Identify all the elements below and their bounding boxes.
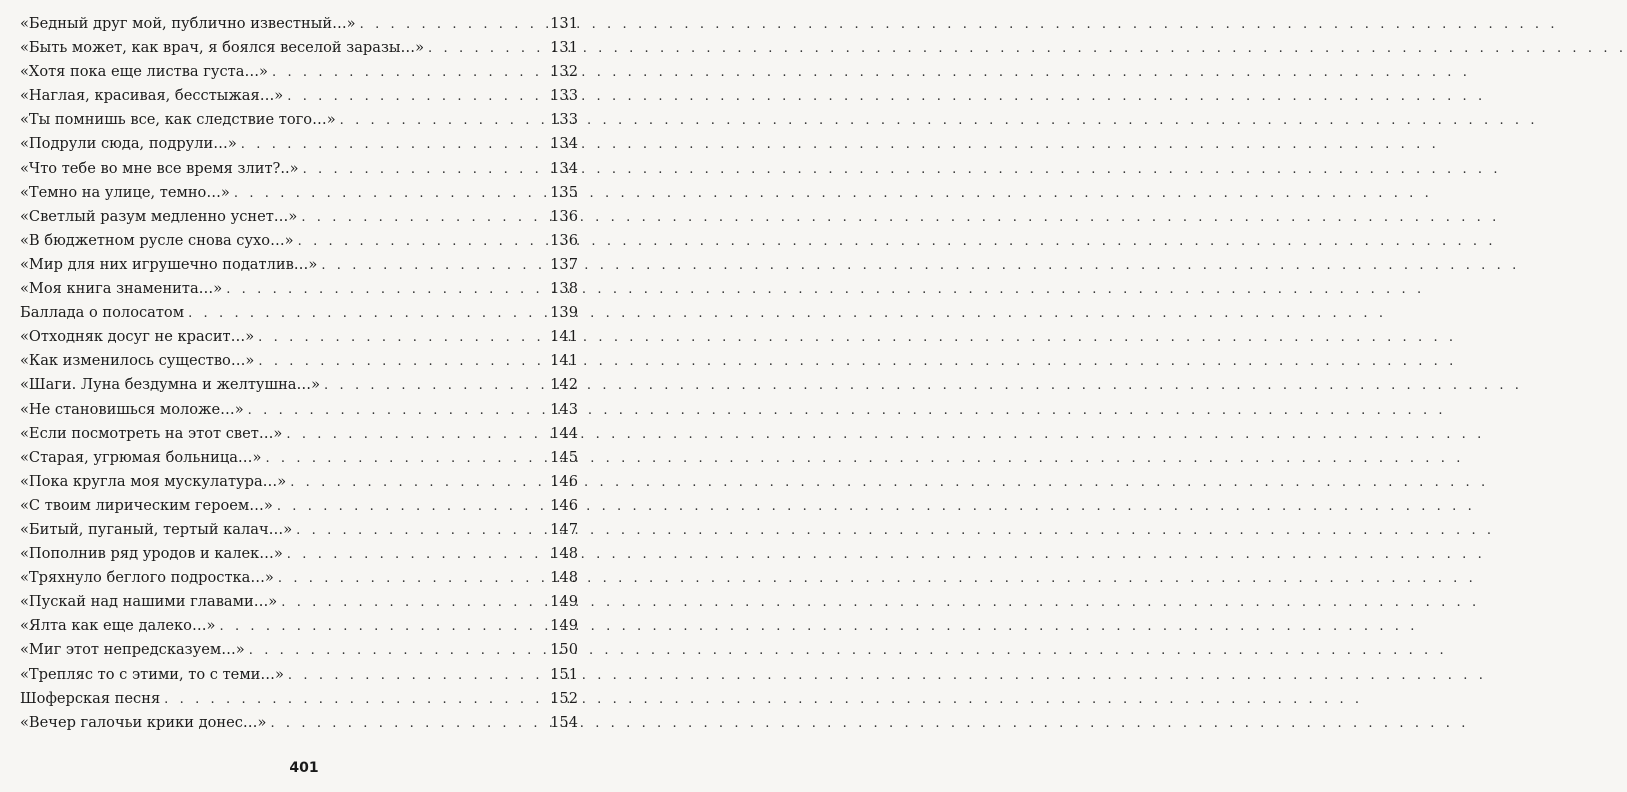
- toc-entry-title: «Быть может, как врач, я боялся веселой заразы…»: [20, 39, 425, 57]
- toc-entry-title: «Как изменилось существо…»: [20, 352, 255, 370]
- toc-entry-page: 146: [550, 472, 578, 490]
- toc-entry: [20, 36, 578, 60]
- toc-entry: [20, 590, 578, 614]
- toc-entry-page: 152: [550, 689, 578, 707]
- toc-entry-title: «Бедный друг мой, публично известный…»: [20, 15, 356, 32]
- toc-entry-title: «Светлый разум медленно уснет…»: [20, 207, 298, 225]
- toc-entry: [20, 494, 578, 518]
- toc-dot-leader: [340, 109, 546, 133]
- toc-dot-leader: [288, 664, 546, 688]
- toc-entry-title: «Ялта как еще далеко…»: [20, 617, 216, 635]
- toc-entry-title: «Наглая, красивая, бесстыжая…»: [20, 87, 284, 105]
- toc-entry-page: 145: [550, 448, 578, 466]
- toc-dot-leader: [219, 615, 546, 639]
- toc-entry-page: 154: [550, 713, 578, 731]
- toc-entry: [20, 422, 578, 446]
- toc-dot-leader: [296, 519, 546, 543]
- toc-entry-page: 132: [550, 63, 578, 81]
- toc-entry-page: 131: [550, 39, 578, 57]
- toc-dot-leader: [188, 302, 546, 326]
- toc-entry: [20, 132, 578, 156]
- toc-entry-title: «Старая, угрюмая больница…»: [20, 448, 262, 466]
- toc-entry-page: 133: [550, 111, 578, 129]
- toc-entry-page: 138: [550, 280, 578, 298]
- toc-dot-leader: [303, 158, 546, 182]
- toc-entry-title: «Миг этот непредсказуем…»: [20, 641, 245, 659]
- toc-entry: [20, 687, 578, 711]
- toc-entry: [20, 373, 578, 397]
- toc-entry: [20, 638, 578, 662]
- toc-entry-title: «Не становишься моложе…»: [20, 400, 244, 418]
- toc-dot-leader: [360, 13, 546, 37]
- toc-dot-leader: [290, 471, 546, 495]
- toc-entry-title: «Моя книга знаменита…»: [20, 280, 223, 298]
- toc-dot-leader: [258, 350, 546, 374]
- toc-entry-page: 134: [550, 159, 578, 177]
- toc-entry: [20, 205, 578, 229]
- toc-entry: [20, 542, 578, 566]
- toc-entry-page: 146: [550, 496, 578, 514]
- toc-dot-leader: [258, 326, 546, 350]
- toc-entry: [20, 349, 578, 373]
- toc-entry-title: «Мир для них игрушечно податлив…»: [20, 255, 318, 273]
- toc-dot-leader: [281, 591, 546, 615]
- toc-entry: [20, 84, 578, 108]
- toc-dot-leader: [287, 543, 546, 567]
- toc-dot-leader: [272, 61, 546, 85]
- toc-entry-title: Баллада о полосатом: [20, 304, 185, 322]
- toc-dot-leader: [428, 37, 546, 61]
- toc-entry-page: 150: [550, 641, 578, 659]
- book-page: [0, 0, 608, 792]
- toc-entry-title: Шоферская песня: [20, 689, 161, 707]
- toc-entry-page: 136: [550, 207, 578, 225]
- toc-dot-leader: [286, 423, 546, 447]
- toc-entry: [20, 398, 578, 422]
- toc-dot-leader: [265, 447, 546, 471]
- toc-entry-page: 131: [550, 15, 578, 32]
- toc-entry: [20, 157, 578, 181]
- toc-entry-title: «Пока кругла моя мускулатура…»: [20, 472, 287, 490]
- toc-dot-leader: [277, 495, 546, 519]
- toc-entry-title: «Ты помнишь все, как следствие того…»: [20, 111, 336, 129]
- toc-entry-page: 151: [550, 665, 578, 683]
- toc-entry-title: «Трепляс то с этими, то с теми…»: [20, 665, 284, 683]
- toc-entry: [20, 108, 578, 132]
- toc-dot-leader: [234, 182, 546, 206]
- toc-entry-page: 142: [550, 376, 578, 394]
- toc-entry-title: «Шаги. Луна бездумна и желтушна…»: [20, 376, 321, 394]
- toc-entry: [20, 253, 578, 277]
- toc-dot-leader: [164, 688, 546, 712]
- toc-dot-leader: [249, 639, 546, 663]
- toc-dot-leader: [270, 712, 546, 736]
- toc-dot-leader: [321, 254, 546, 278]
- toc-entry-page: 136: [550, 231, 578, 249]
- table-of-contents: [20, 12, 578, 735]
- toc-entry: [20, 12, 578, 36]
- toc-entry-page: 141: [550, 352, 578, 370]
- toc-entry-page: 139: [550, 304, 578, 322]
- toc-entry-title: «Тряхнуло беглого подростка…»: [20, 569, 274, 587]
- toc-entry: [20, 566, 578, 590]
- toc-entry-title: «Темно на улице, темно…»: [20, 183, 230, 201]
- toc-entry-page: 149: [550, 593, 578, 611]
- toc-entry: [20, 229, 578, 253]
- toc-entry-page: 143: [550, 400, 578, 418]
- toc-entry: [20, 446, 578, 470]
- toc-entry: [20, 614, 578, 638]
- toc-entry: [20, 277, 578, 301]
- toc-entry-page: 144: [550, 424, 578, 442]
- toc-entry-title: «Подрули сюда, подрули…»: [20, 135, 237, 153]
- page-number: 401: [289, 760, 319, 776]
- toc-dot-leader: [226, 278, 546, 302]
- toc-dot-leader: [324, 374, 546, 398]
- toc-entry-page: 137: [550, 255, 578, 273]
- toc-dot-leader: [241, 133, 546, 157]
- toc-entry-page: 147: [550, 520, 578, 538]
- toc-entry-title: «Что тебе во мне все время злит?..»: [20, 159, 299, 177]
- toc-entry: [20, 325, 578, 349]
- toc-entry-page: 133: [550, 87, 578, 105]
- toc-entry-page: 148: [550, 545, 578, 563]
- toc-entry: [20, 470, 578, 494]
- toc-entry: [20, 711, 578, 735]
- toc-entry-title: «Если посмотреть на этот свет…»: [20, 424, 283, 442]
- toc-entry-title: «Битый, пуганый, тертый калач…»: [20, 520, 293, 538]
- toc-entry-title: «С твоим лирическим героем…»: [20, 496, 273, 514]
- toc-dot-leader: [287, 85, 546, 109]
- toc-entry-page: 149: [550, 617, 578, 635]
- toc-entry: [20, 60, 578, 84]
- toc-entry: [20, 663, 578, 687]
- toc-entry: [20, 301, 578, 325]
- toc-dot-leader: [278, 567, 546, 591]
- toc-entry-title: «Пускай над нашими главами…»: [20, 593, 278, 611]
- toc-entry-title: «Вечер галочьи крики донес…»: [20, 713, 267, 731]
- toc-entry-page: 141: [550, 328, 578, 346]
- toc-entry-page: 135: [550, 183, 578, 201]
- toc-entry-title: «В бюджетном русле снова сухо…»: [20, 231, 294, 249]
- toc-entry-page: 134: [550, 135, 578, 153]
- toc-entry: [20, 518, 578, 542]
- toc-entry-page: 148: [550, 569, 578, 587]
- toc-entry-title: «Пополнив ряд уродов и калек…»: [20, 545, 283, 563]
- toc-entry-title: «Отходняк досуг не красит…»: [20, 328, 255, 346]
- toc-entry-title: «Хотя пока еще листва густа…»: [20, 63, 268, 81]
- toc-dot-leader: [298, 230, 546, 254]
- toc-dot-leader: [248, 399, 546, 423]
- toc-dot-leader: [301, 206, 546, 230]
- toc-entry: [20, 181, 578, 205]
